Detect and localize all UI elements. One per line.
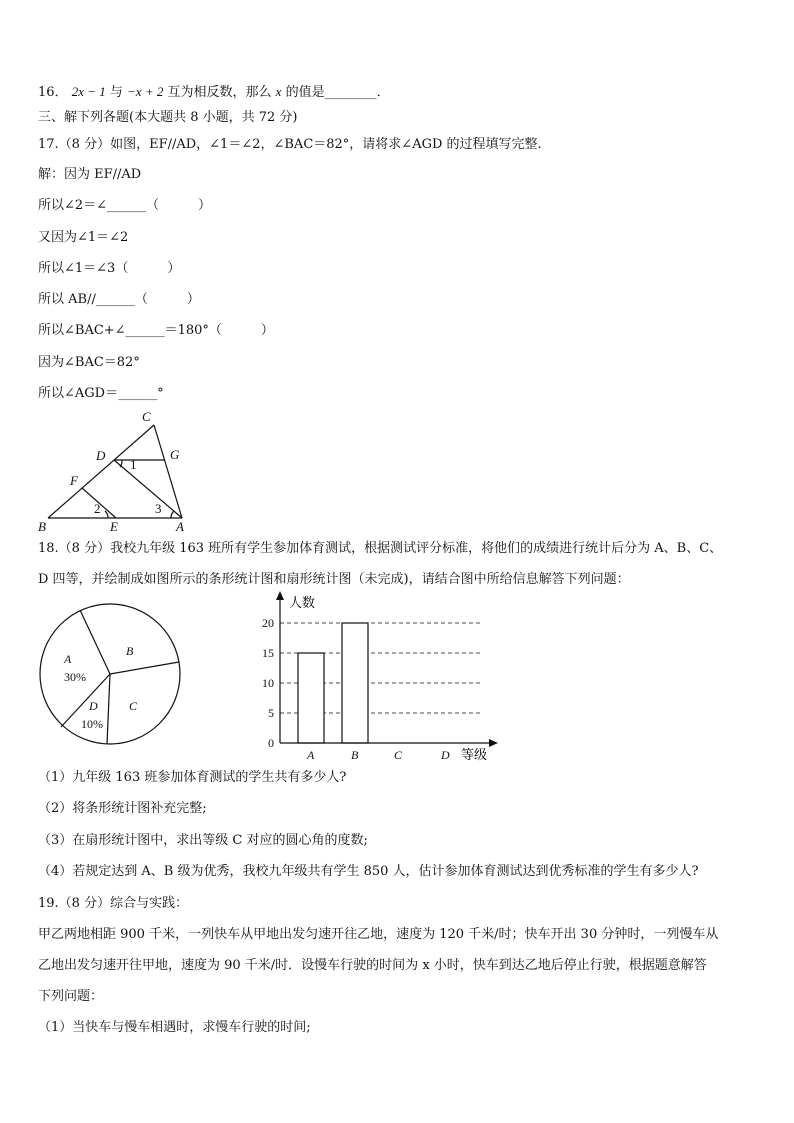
pie-label-C: C [129, 699, 138, 713]
pie-divider [110, 662, 179, 674]
label-A: A [176, 519, 184, 534]
question-17-stem: 17.（8 分）如图，EF//AD，∠1＝∠2，∠BAC＝82°，请将求∠AGD 的过程填写完整. [38, 137, 542, 152]
q19-body: 乙地出发匀速开往甲地，速度为 90 千米/时．设慢车行驶的时间为 x 小时，快车到达乙地后停止行驶，根据题意解答 [38, 958, 707, 973]
q16-expr1: 2x − 1 [71, 84, 106, 99]
bar-B [342, 623, 368, 743]
q19-body: 下列问题： [38, 989, 104, 1004]
section-3-heading: 三、解下列各题(本大题共 8 小题，共 72 分) [38, 110, 298, 125]
y-axis-arrow [276, 591, 284, 600]
question-16 [38, 84, 390, 101]
q17-step: 所以∠2＝∠______（ ） [38, 198, 212, 213]
y-tick-label: 15 [262, 646, 274, 660]
pie-label-D: D [89, 699, 98, 713]
q16-var: x [275, 84, 282, 99]
q16-number: 16． [38, 85, 68, 100]
q17-step: 因为∠BAC＝82° [38, 355, 140, 370]
angle-label-3: 3 [155, 501, 162, 516]
x-tick-label: D [441, 748, 450, 762]
q18-sub-question: （4）若规定达到 A、B 级为优秀，我校九年级共有学生 850 人，估计参加体育测试达到优秀标准的学生有多少人? [38, 864, 699, 879]
y-tick-label: 5 [268, 706, 274, 720]
bar-chart [255, 590, 500, 762]
q17-step: 所以 AB//______（ ） [38, 292, 200, 307]
y-axis-label: 人数 [289, 595, 316, 610]
q16-tail: 的值是________． [285, 85, 390, 100]
q19-body: 甲乙两地相距 900 千米，一列快车从甲地出发匀速开往乙地，速度为 120 千米/时；快车开出 30 分钟时，一列慢车从 [38, 927, 719, 942]
pie-label-B: B [126, 644, 134, 658]
y-tick-label: 20 [262, 616, 274, 630]
q17-step: 又因为∠1＝∠2 [38, 230, 129, 245]
y-tick-label: 10 [262, 676, 274, 690]
pie-chart [36, 600, 186, 750]
label-C: C [142, 409, 151, 424]
y-tick-label: 0 [268, 736, 274, 750]
angle-label-1: 1 [130, 457, 137, 472]
pie-label-A: A [64, 652, 72, 666]
x-tick-label: A [307, 748, 315, 762]
x-tick-label: B [351, 748, 359, 762]
label-F: F [70, 473, 78, 488]
pie-value-A: 30% [64, 670, 86, 684]
q16-rest: 互为相反数，那么 [167, 85, 272, 100]
q17-step: 所以∠AGD＝______° [38, 386, 164, 401]
q17-geometry-figure [30, 405, 200, 535]
bar-A [298, 653, 324, 743]
q17-step: 所以∠1＝∠3（ ） [38, 261, 181, 276]
question-18-stem-2: D 四等，并绘制成如图所示的条形统计图和扇形统计图（未完成)，请结合图中所给信息解答下列问题： [38, 572, 630, 587]
angle-label-2: 2 [94, 501, 101, 516]
pie-divider [107, 674, 110, 744]
pie-divider [80, 610, 110, 674]
label-B: B [38, 519, 46, 534]
label-E: E [110, 519, 118, 534]
question-19-stem: 19.（8 分）综合与实践： [38, 896, 189, 911]
q16-mid: 与 [109, 85, 123, 100]
pie-value-D: 10% [81, 717, 103, 731]
q18-sub-question: （2）将条形统计图补充完整; [38, 801, 207, 816]
q17-step: 解：因为 EF//AD [38, 167, 142, 182]
q18-sub-question: （1）九年级 163 班参加体育测试的学生共有多少人? [38, 770, 347, 785]
x-axis-label: 等级 [461, 747, 488, 762]
q19-sub-question: （1）当快车与慢车相遇时，求慢车行驶的时间; [38, 1020, 311, 1035]
q17-step: 所以∠BAC+∠______＝180°（ ） [38, 323, 274, 338]
label-G: G [170, 447, 180, 462]
q16-expr2: −x + 2 [127, 84, 164, 99]
x-tick-label: C [394, 748, 403, 762]
x-axis-arrow [489, 739, 498, 747]
label-D: D [96, 448, 106, 463]
question-18-stem-1: 18.（8 分）我校九年级 163 班所有学生参加体育测试，根据测试评分标准，将他们的成绩进行统计后分为 A、B、C、 [38, 541, 723, 556]
q18-sub-question: （3）在扇形统计图中，求出等级 C 对应的圆心角的度数; [38, 833, 368, 848]
